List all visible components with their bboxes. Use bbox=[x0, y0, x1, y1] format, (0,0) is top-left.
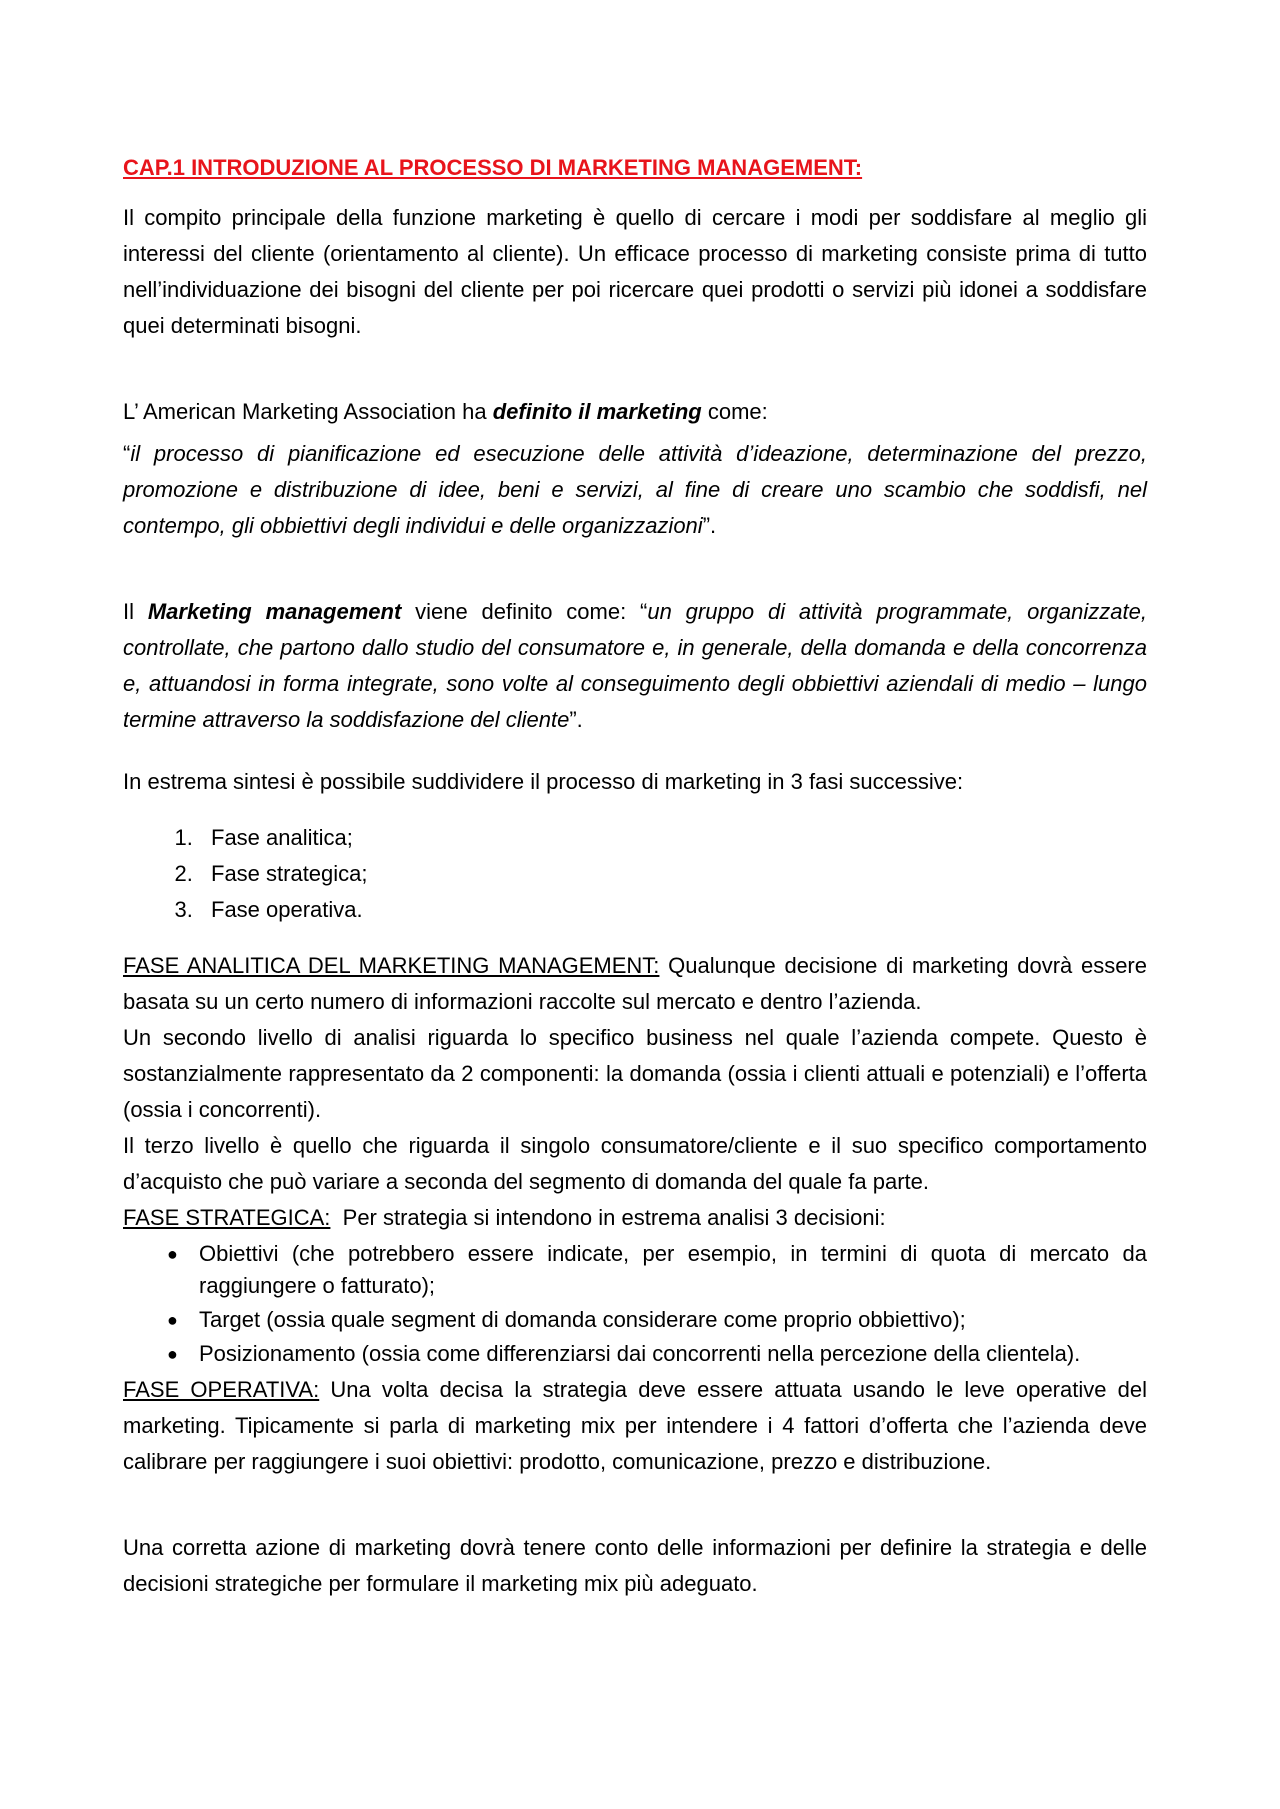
operativa-paragraph bbox=[123, 1372, 1147, 1480]
strategica-bullets bbox=[123, 1238, 1147, 1370]
list-item bbox=[167, 1338, 1147, 1370]
ama-quote-open: “ bbox=[123, 441, 131, 466]
mm-definition-paragraph bbox=[123, 594, 1147, 738]
conclusion-paragraph: Una corretta azione di marketing dovrà tenere conto delle informazioni per definire la strategia e delle decisioni strategiche per formulare il marketing mix più adeguato. bbox=[123, 1535, 1147, 1596]
analitica-text2: Un secondo livello di analisi riguarda lo specifico business nel quale l’azienda compete. Questo è sostanzialmente rappresentato da 2 componenti: la domanda (ossia i clienti attuali e potenziali) e l’offerta (ossia i concorrenti). bbox=[123, 1025, 1147, 1122]
bullet-text: Posizionamento (ossia come differenziarsi dai concorrenti nella percezione della clientela). bbox=[199, 1341, 1081, 1366]
ama-definition-line bbox=[123, 394, 1147, 430]
mm-text-end: ”. bbox=[569, 707, 583, 732]
strategica-paragraph bbox=[123, 1200, 1147, 1236]
analitica-heading: FASE ANALITICA DEL MARKETING MANAGEMENT: bbox=[123, 953, 660, 978]
document-page bbox=[123, 150, 1147, 1602]
list-item: 2. Fase strategica; bbox=[199, 856, 1147, 892]
mm-emphasis: Marketing management bbox=[147, 599, 402, 624]
ama-emphasis: definito il marketing bbox=[492, 399, 702, 424]
ama-text-after: come: bbox=[701, 399, 768, 424]
strategica-text: Per strategia si intendono in estrema analisi 3 decisioni: bbox=[330, 1205, 886, 1230]
bullet-icon: ● bbox=[167, 1310, 178, 1330]
phases-intro: In estrema sintesi è possibile suddividere il processo di marketing in 3 fasi successive: bbox=[123, 769, 964, 794]
bullet-icon: ● bbox=[167, 1244, 178, 1264]
mm-text-mid: viene definito come: “ bbox=[401, 599, 648, 624]
ama-quote-close: ”. bbox=[702, 513, 717, 538]
list-item: 1. Fase analitica; bbox=[199, 820, 1147, 856]
analitica-text3: Il terzo livello è quello che riguarda il singolo consumatore/cliente e il suo specifico comportamento d’acquisto che può variare a seconda del segmento di domanda del quale fa parte. bbox=[123, 1133, 1147, 1194]
list-item: 3. Fase operativa. bbox=[199, 892, 1147, 928]
bullet-icon: ● bbox=[167, 1344, 178, 1364]
mm-text-before: Il bbox=[123, 599, 148, 624]
list-item bbox=[167, 1304, 1147, 1336]
intro-paragraph: Il compito principale della funzione marketing è quello di cercare i modi per soddisfare al meglio gli interessi del cliente (orientamento al cliente). Un efficace processo di marketing consiste prima di tutto nell’individuazione dei bisogni del cliente per poi ricercare quei prodotti o servizi più idonei a soddisfare quei determinati bisogni. bbox=[123, 205, 1147, 338]
list-item bbox=[167, 1238, 1147, 1302]
ama-quote-text: il processo di pianificazione ed esecuzione delle attività d’ideazione, determinazione del prezzo, promozione e distribuzione di idee, beni e servizi, al fine di creare uno scambio che soddisfi, nel contempo, gli obbiettivi degli individui e delle organizzazioni bbox=[123, 441, 1147, 538]
bullet-text: Obiettivi (che potrebbero essere indicate, per esempio, in termini di quota di mercato da raggiungere o fatturato); bbox=[199, 1241, 1147, 1298]
analitica-text1: Qualunque decisione di marketing dovrà essere basata su un certo numero di informazioni raccolte sul mercato e dentro l’azienda. bbox=[123, 953, 1147, 1014]
mm-quote-text: un gruppo di attività programmate, organizzate, controllate, che partono dallo studio del consumatore e, in generale, della domanda e della concorrenza e, attuandosi in forma integrate, sono volte al conseguimento degli obbiettivi aziendali di medio – lungo termine attraverso la soddisfazione del cliente bbox=[123, 599, 1147, 732]
phases-list bbox=[123, 820, 1147, 928]
strategica-heading: FASE STRATEGICA: bbox=[123, 1205, 331, 1230]
operativa-heading: FASE OPERATIVA: bbox=[123, 1377, 320, 1402]
ama-quote bbox=[123, 436, 1147, 544]
chapter-title: CAP.1 INTRODUZIONE AL PROCESSO DI MARKETING MANAGEMENT: bbox=[123, 155, 863, 180]
ama-text-before: L’ American Marketing Association ha bbox=[123, 399, 493, 424]
operativa-text: Una volta decisa la strategia deve essere attuata usando le leve operative del marketing. Tipicamente si parla di marketing mix per intendere i 4 fattori d’offerta che l’azienda deve calibrare per raggiungere i suoi obiettivi: prodotto, comunicazione, prezzo e distribuzione. bbox=[123, 1377, 1148, 1474]
analitica-paragraph bbox=[123, 948, 1147, 1020]
bullet-text: Target (ossia quale segment di domanda considerare come proprio obbiettivo); bbox=[199, 1307, 966, 1332]
